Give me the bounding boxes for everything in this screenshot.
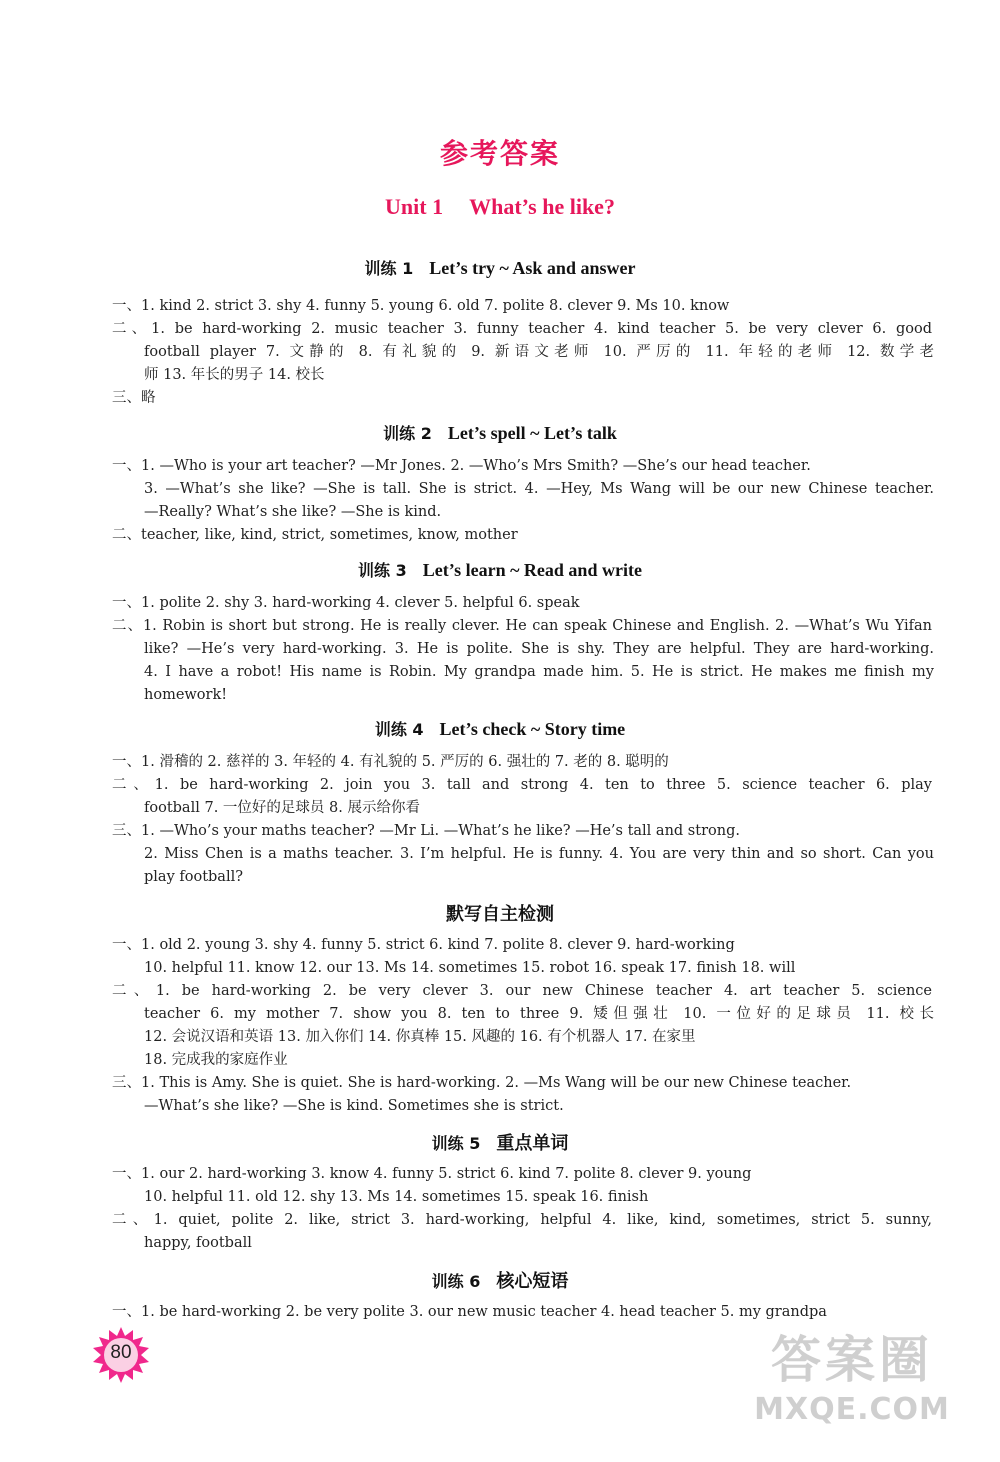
answer-line: 二、1. be hard-working 2. join you 3. tall and strong 4. ten to three 5. science teacher 6. play [112, 777, 932, 793]
section-label: 训练 2 [383, 424, 432, 443]
answer-line: like? —He’s very hard-working. 3. He is polite. She is shy. They are helpful. They are hard-working. [144, 641, 934, 657]
section-heading [0, 1129, 1000, 1155]
section-label: 训练 4 [374, 720, 424, 739]
answer-line: 三、略 [112, 390, 156, 406]
answer-line: 一、1. polite 2. shy 3. hard-working 4. clever 5. helpful 6. speak [112, 595, 580, 611]
answer-line: 二、1. be hard-working 2. music teacher 3. funny teacher 4. kind teacher 5. be very clever 6. good [112, 321, 932, 337]
answer-line: 12. 会说汉语和英语 13. 加入你们 14. 你真棒 15. 风趣的 16. 有个机器人 17. 在家里 [144, 1029, 696, 1045]
answer-line: 一、1. be hard-working 2. be very polite 3. our new music teacher 4. head teacher 5. my grandpa [112, 1304, 827, 1320]
answer-line: 二、teacher, like, kind, strict, sometimes, know, mother [112, 527, 518, 543]
watermark [732, 1328, 972, 1448]
answer-line: 3. —What’s she like? —She is tall. She is strict. 4. —Hey, Ms Wang will be our new Chinese teacher. [144, 481, 934, 497]
section-title: 默写自主检测 [446, 904, 554, 924]
answer-line: —Really? What’s she like? —She is kind. [144, 504, 442, 520]
section-label: 训练 6 [431, 1272, 481, 1291]
answer-line: happy, football [144, 1235, 252, 1251]
page-number: 80 [110, 1342, 132, 1363]
answer-line: football player 7. 文静的 8. 有礼貌的 9. 新语文老师 10. 严厉的 11. 年轻的老师 12. 数学老 [144, 344, 934, 360]
answer-line: 10. helpful 11. old 12. shy 13. Ms 14. sometimes 15. speak 16. finish [144, 1189, 649, 1205]
answer-line: 一、1. 滑稽的 2. 慈祥的 3. 年轻的 4. 有礼貌的 5. 严厉的 6. 强壮的 7. 老的 8. 聪明的 [112, 754, 669, 770]
section-title: Let’s check ~ Story time [439, 719, 626, 739]
answer-line: 三、1. This is Amy. She is quiet. She is hard-working. 2. —Ms Wang will be our new Chinese teacher. [112, 1075, 852, 1091]
answer-line: 10. helpful 11. know 12. our 13. Ms 14. sometimes 15. robot 16. speak 17. finish 18. will [144, 960, 796, 976]
section-heading [0, 421, 1000, 444]
section-heading [0, 900, 1000, 926]
section-heading [0, 1267, 1000, 1293]
answer-line: 18. 完成我的家庭作业 [144, 1052, 288, 1068]
answer-line: 三、1. —Who’s your maths teacher? —Mr Li. —What’s he like? —He’s tall and strong. [112, 823, 740, 839]
unit-title: What’s he like? [469, 194, 615, 219]
unit-label: Unit 1 [385, 194, 444, 219]
section-title: Let’s spell ~ Let’s talk [447, 423, 617, 443]
answer-line: teacher 6. my mother 7. show you 8. ten to three 9. 矮但强壮 10. 一位好的足球员 11. 校长 [144, 1006, 934, 1022]
answer-line: 一、1. —Who is your art teacher? —Mr Jones. 2. —Who’s Mrs Smith? —She’s our head teacher. [112, 458, 811, 474]
section-label: 训练 3 [358, 561, 407, 580]
section-heading [0, 256, 1000, 279]
section-heading [0, 558, 1000, 581]
unit-heading [0, 194, 1000, 220]
section-heading [0, 717, 1000, 740]
answer-line: 一、1. old 2. young 3. shy 4. funny 5. strict 6. kind 7. polite 8. clever 9. hard-working [112, 937, 735, 953]
section-title: Let’s learn ~ Read and write [422, 560, 642, 580]
answer-line: 2. Miss Chen is a maths teacher. 3. I’m helpful. He is funny. 4. You are very thin and so short. Can you [144, 846, 934, 862]
answer-line: 二、1. quiet, polite 2. like, strict 3. hard-working, helpful 4. like, kind, sometimes, strict 5. sunny, [112, 1212, 932, 1228]
answer-line: play football? [144, 869, 243, 885]
answer-line: 二、1. Robin is short but strong. He is really clever. He can speak Chinese and English. 2. —What’s Wu Yifan [112, 618, 932, 634]
section-title: 重点单词 [496, 1133, 569, 1153]
answer-line: homework! [144, 687, 228, 703]
answer-line: 一、1. kind 2. strict 3. shy 4. funny 5. young 6. old 7. polite 8. clever 9. Ms 10. know [112, 298, 730, 314]
answer-line: 4. I have a robot! His name is Robin. My grandpa made him. 5. He is strict. He makes me finish my [144, 664, 934, 680]
watermark-logo: 答案圈 [771, 1331, 933, 1389]
answer-line: 二、1. be hard-working 2. be very clever 3. our new Chinese teacher 4. art teacher 5. science [112, 983, 932, 999]
answer-line: 一、1. our 2. hard-working 3. know 4. funny 5. strict 6. kind 7. polite 8. clever 9. young [112, 1166, 752, 1182]
section-label: 训练 5 [431, 1134, 481, 1153]
page-title: 参考答案 [439, 137, 560, 170]
watermark-url: MXQE.COM [754, 1392, 950, 1427]
section-title: Let’s try ~ Ask and answer [429, 258, 636, 278]
answer-line: —What’s she like? —She is kind. Sometimes she is strict. [144, 1098, 564, 1114]
answer-line: 师 13. 年长的男子 14. 校长 [144, 367, 325, 383]
section-title: 核心短语 [496, 1271, 569, 1291]
section-label: 训练 1 [364, 259, 414, 278]
answer-line: football 7. 一位好的足球员 8. 展示给你看 [144, 800, 420, 816]
